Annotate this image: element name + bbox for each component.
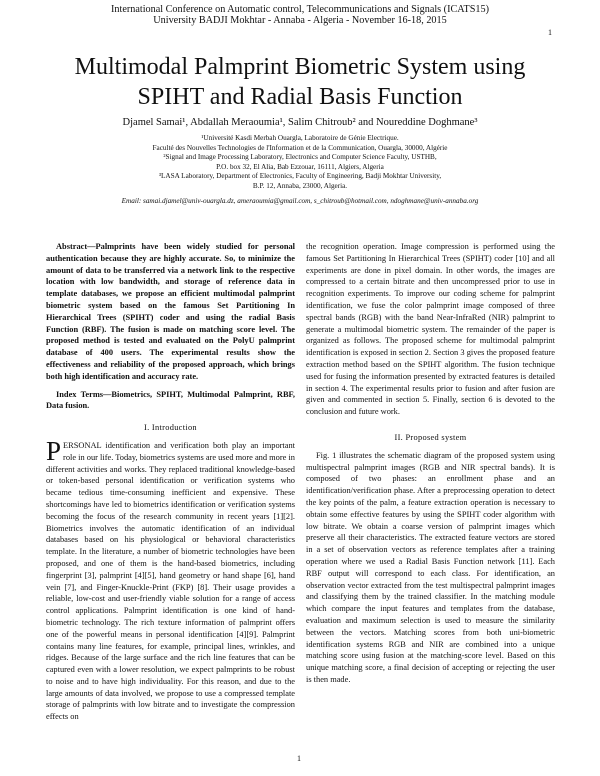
author-list: Djamel Samai¹, Abdallah Meraoumia¹, Salim Chitroub² and Noureddine Doghmane³ (122, 117, 478, 128)
affiliation-4: P.O. box 32, El Alia, Bab Ezzouar, 16111, Algiers, Algeria (216, 162, 384, 171)
author-emails: Email: samai.djamel@univ-ouargla.dz, ameraoumia@gmail.com, s_chitroub@hotmail.com, ndoghmane@univ-annaba.org (121, 197, 479, 205)
conference-header-line2: University BADJI Mokhtar - Annaba - Algeria - November 16-18, 2015 (153, 15, 447, 26)
conference-header-line1: International Conference on Automatic control, Telecommunications and Signals (ICATS15) (111, 4, 489, 15)
section-1-heading: I. Introduction (144, 423, 197, 433)
affiliation-list (60, 134, 540, 191)
page-number-footer: 1 (297, 754, 301, 763)
proposed-system-text: Fig. 1 illustrates the schematic diagram of the proposed system using multispectral palmprint images (RGB and NIR spectral bands). It is composed of two phases: an enrollment phase and an identification/verification phase. After a preprocessing operation to detect the key points of the palm, a feature extraction operation is necessary to obtain some effective features by using the SPIHT coder algorithm with low bitrate. We obtain a coarse version of palmprint images which preserve all their characteristics. The extracted feature vectors are stored in a set of observation vectors as reference templates after a training operation where we used a Radial Basis Function network [11]. Each RBF output will correspond to each class. For identification, an observation vector extracted from the test multispectral palmprint images and classifying them by the trained classifier. In the matching module which compare the input features and templates from the database, evaluation and maximum selection is used to measure the similarity between the vectors. Matching scores from both uni-biometric identification systems RGB and NIR are combined into a unique matching score using fusion at the matching-score level. Based on this unique matching score, a final decision of accepting or rejecting the user is then made. (306, 450, 555, 684)
right-column (306, 241, 555, 686)
page-number-top: 1 (548, 28, 552, 37)
affiliation-3: ²Signal and Image Processing Laboratory, Electronics and Computer Science Faculty, USTHB, (163, 153, 437, 161)
section-2-heading: II. Proposed system (394, 432, 467, 442)
affiliation-1: ¹Université Kasdi Merbah Ouargla, Laboratoire de Génie Electrique. (201, 134, 399, 142)
intro-text: ERSONAL identification and verification both play an important role in our life. Today, biometrics systems are used more and more in different activities and works. They replaced traditional knowledge-based or token-based personal identification or verification systems who became tedious time-consuming inefficient and expensive. These shortcomings have led to biometrics identification or verification systems becoming the focus of the research community in recent years [1][2]. Biometrics involves the automatic identification of an individual databases based on his physiological or behavioral characteristics template. In the literature, a number of biometric technologies have been proposed, and one of them is the hand-based biometrics, including fingerprint [3], palmprint [4][5], hand geometry or hand shape [6], hand vein [7], and Finger-Knuckle-Print (FKP) [8]. Their usage provides a reliable, low-cost and user-friendly viable solution for a range of access control applications. Palmprint identification is one kind of hand-biometric technology. The rich texture information of palmprint offers one of the powerful means in personal identification [4][9]. Palmprint contains many line features, for example, principal lines, wrinkles, and ridges. Because of the large surface and the rich line features that can be captured even with a lower resolution, we expect palmprints to be robust to noise and to have high individuality. For this reason, and due to the large amounts of data involved, we propose to use a compressed template storage of palmprints with low bitrate and to investigate the compression effects on (46, 440, 295, 722)
affiliation-5: ³LASA Laboratory, Department of Electronics, Faculty of Engineering, Badji Mokhtar University, (158, 172, 442, 180)
affiliation-2: Faculté des Nouvelles Technologies de l'Information et de la Communication, Ouargla, 30000, Algérie (152, 143, 448, 152)
abstract: Abstract—Palmprints have been widely studied for personal authentication because they are highly accurate. So, to minimize the amount of data to be transferred via a network link to the respective location with low bandwidth, and storage of reference data in template databases, we propose an efficient multimodal palmprint biometric system based on the famous Set Partitioning In Hierarchical Trees (SPIHT) coder and using the radial Basis Function (RBF). The fusion is made on matching score level. The proposed method is tested and evaluated on the PolyU palmprint database of 400 users. The experimental results show the effectiveness and reliability of the proposed approach, which brings both high identification and accuracy rate. (46, 242, 295, 381)
left-column (46, 241, 295, 723)
affiliation-6: B.P. 12, Annaba, 23000, Algeria. (252, 181, 348, 190)
paper-title-line1: Multimodal Palmprint Biometric System using (74, 54, 526, 80)
dropcap-letter: P (46, 435, 62, 466)
index-terms: Index Terms—Biometrics, SPIHT, Multimodal Palmprint, RBF, Data fusion. (46, 389, 295, 411)
intro-continuation: the recognition operation. Image compression is performed using the famous Set Partitioning In Hierarchical Trees (SPIHT) coder [10] and all experiments are done in pixel domain. In other words, the images are compressed to a certain bitrate and then uncompressed prior to use in recognition experiments. To improve our coding scheme for palmprint identification, we fuse the color palmprint image composed of three spectral bands (RGB) with the band Near-InfraRed (NIR) palmprint to generate a multimodal biometric system. The remainder of the paper is organized as follows. The proposed scheme for multimodal palmprint identification is exposed in section 2. Section 3 gives the proposed feature extraction method based on the SPIHT algorithm. The fusion technique used for fusing the information presented by extracted features is detailed in section 4. The experimental results prior to fusion and after fusion are given and commented in section 5. Finally, section 6 is devoted to the conclusion and future work. (306, 242, 555, 417)
paper-title-line2: SPIHT and Radial Basis Function (137, 84, 463, 110)
